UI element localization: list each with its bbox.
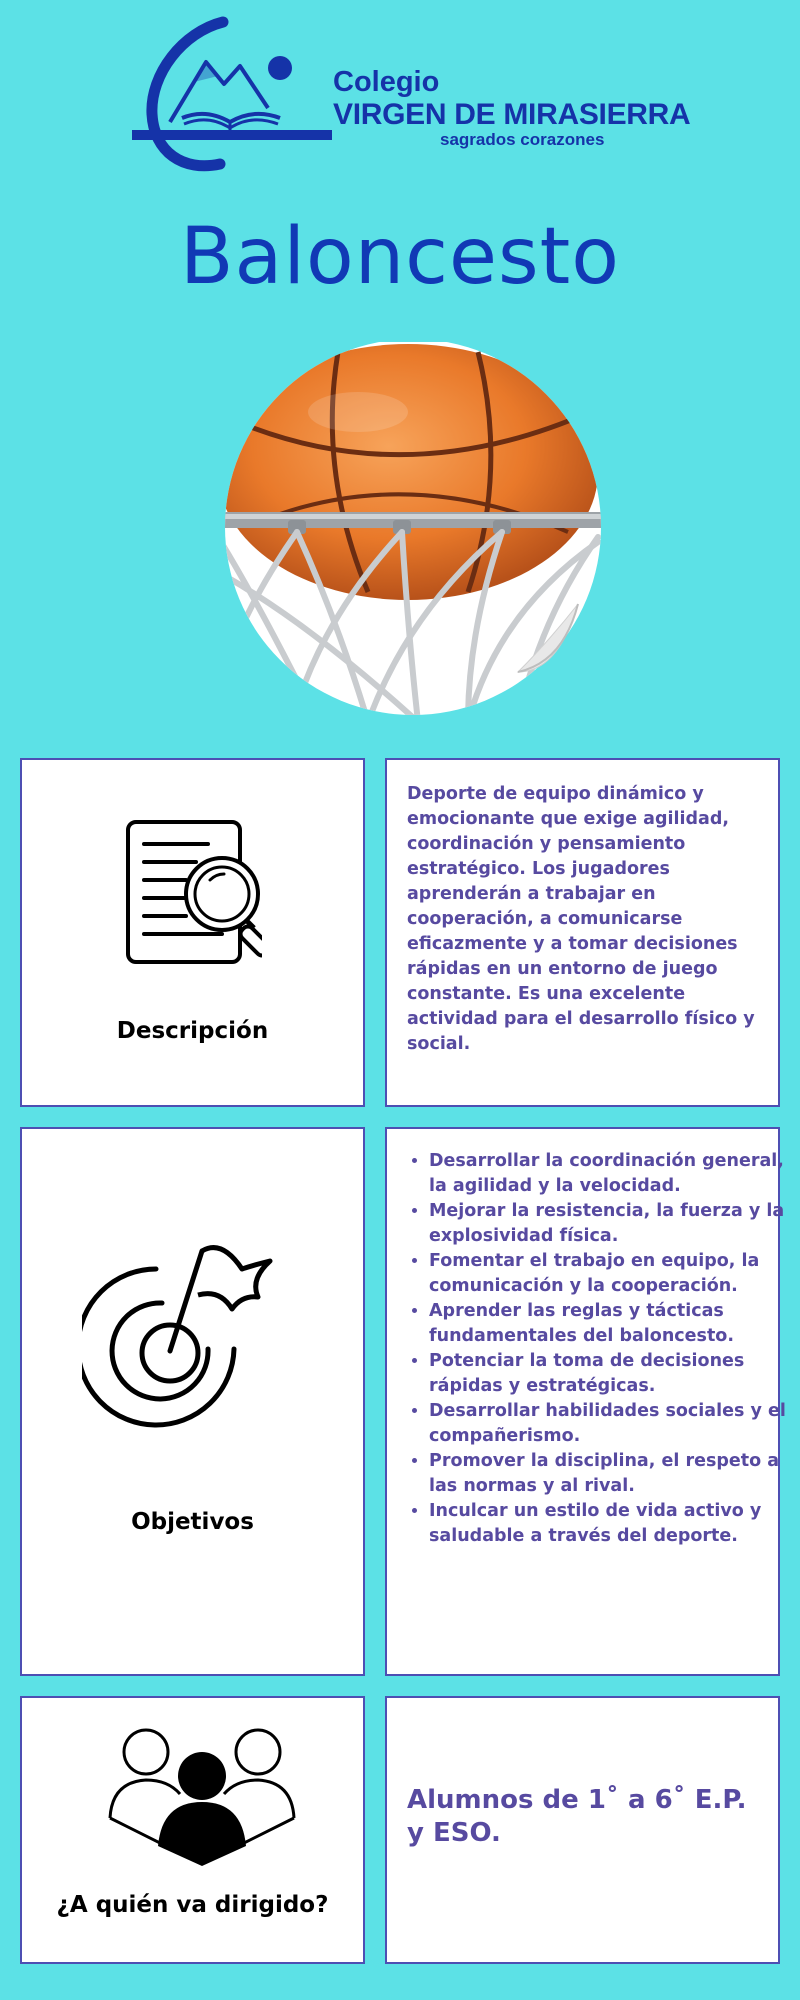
audience-title: ¿A quién va dirigido? — [56, 1892, 329, 1918]
group-people-icon — [102, 1718, 302, 1872]
description-title: Descripción — [116, 1018, 269, 1044]
audience-text: Alumnos de 1˚ a 6˚ E.P. y ESO. — [407, 1785, 747, 1848]
audience-text-card — [385, 1696, 780, 1964]
description-text: Deporte de equipo dinámico y emocionante que exige agilidad, coordinación y pensamiento estratégico. Los jugadores aprenderán a trabajar en cooperación, a comunicarse eficazmente y a tomar decisiones rápidas en un entorno de juego constante. Es una excelente actividad para el desarrollo físico y social. — [407, 784, 755, 1054]
objective-item: • Desarrollar habilidades sociales y el compañerismo. — [429, 1399, 799, 1449]
objective-item: • Fomentar el trabajo en equipo, la comunicación y la cooperación. — [429, 1249, 799, 1299]
objective-item: • Mejorar la resistencia, la fuerza y la explosividad física. — [429, 1199, 799, 1249]
page-title: Baloncesto — [180, 212, 620, 302]
audience-card — [20, 1696, 365, 1964]
target-flag-icon — [82, 1239, 282, 1453]
description-card — [20, 758, 365, 1107]
document-search-icon — [122, 814, 262, 968]
school-logo — [128, 14, 691, 174]
objectives-card — [20, 1127, 365, 1676]
logo-line-school-name: VIRGEN DE MIRASIERRA — [333, 98, 691, 131]
objective-item: • Promover la disciplina, el respeto a las normas y al rival. — [429, 1449, 799, 1499]
description-text-card — [385, 758, 780, 1107]
basketball-icon — [218, 342, 608, 732]
objective-item: • Inculcar un estilo de vida activo y saludable a través del deporte. — [429, 1499, 799, 1549]
logo-mark-icon — [128, 14, 338, 174]
objectives-list-card — [385, 1127, 786, 1676]
objective-item: • Potenciar la toma de decisiones rápidas y estratégicas. — [429, 1349, 799, 1399]
logo-line-subtitle: sagrados corazones — [440, 130, 605, 149]
objective-item: • Aprender las reglas y tácticas fundamentales del baloncesto. — [429, 1299, 799, 1349]
objectives-title: Objetivos — [131, 1509, 254, 1535]
objective-item: • Desarrollar la coordinación general, la agilidad y la velocidad. — [429, 1149, 799, 1199]
basketball-hoop-image — [218, 342, 608, 732]
logo-line-colegio: Colegio — [333, 66, 440, 98]
objectives-list — [401, 1149, 799, 1549]
